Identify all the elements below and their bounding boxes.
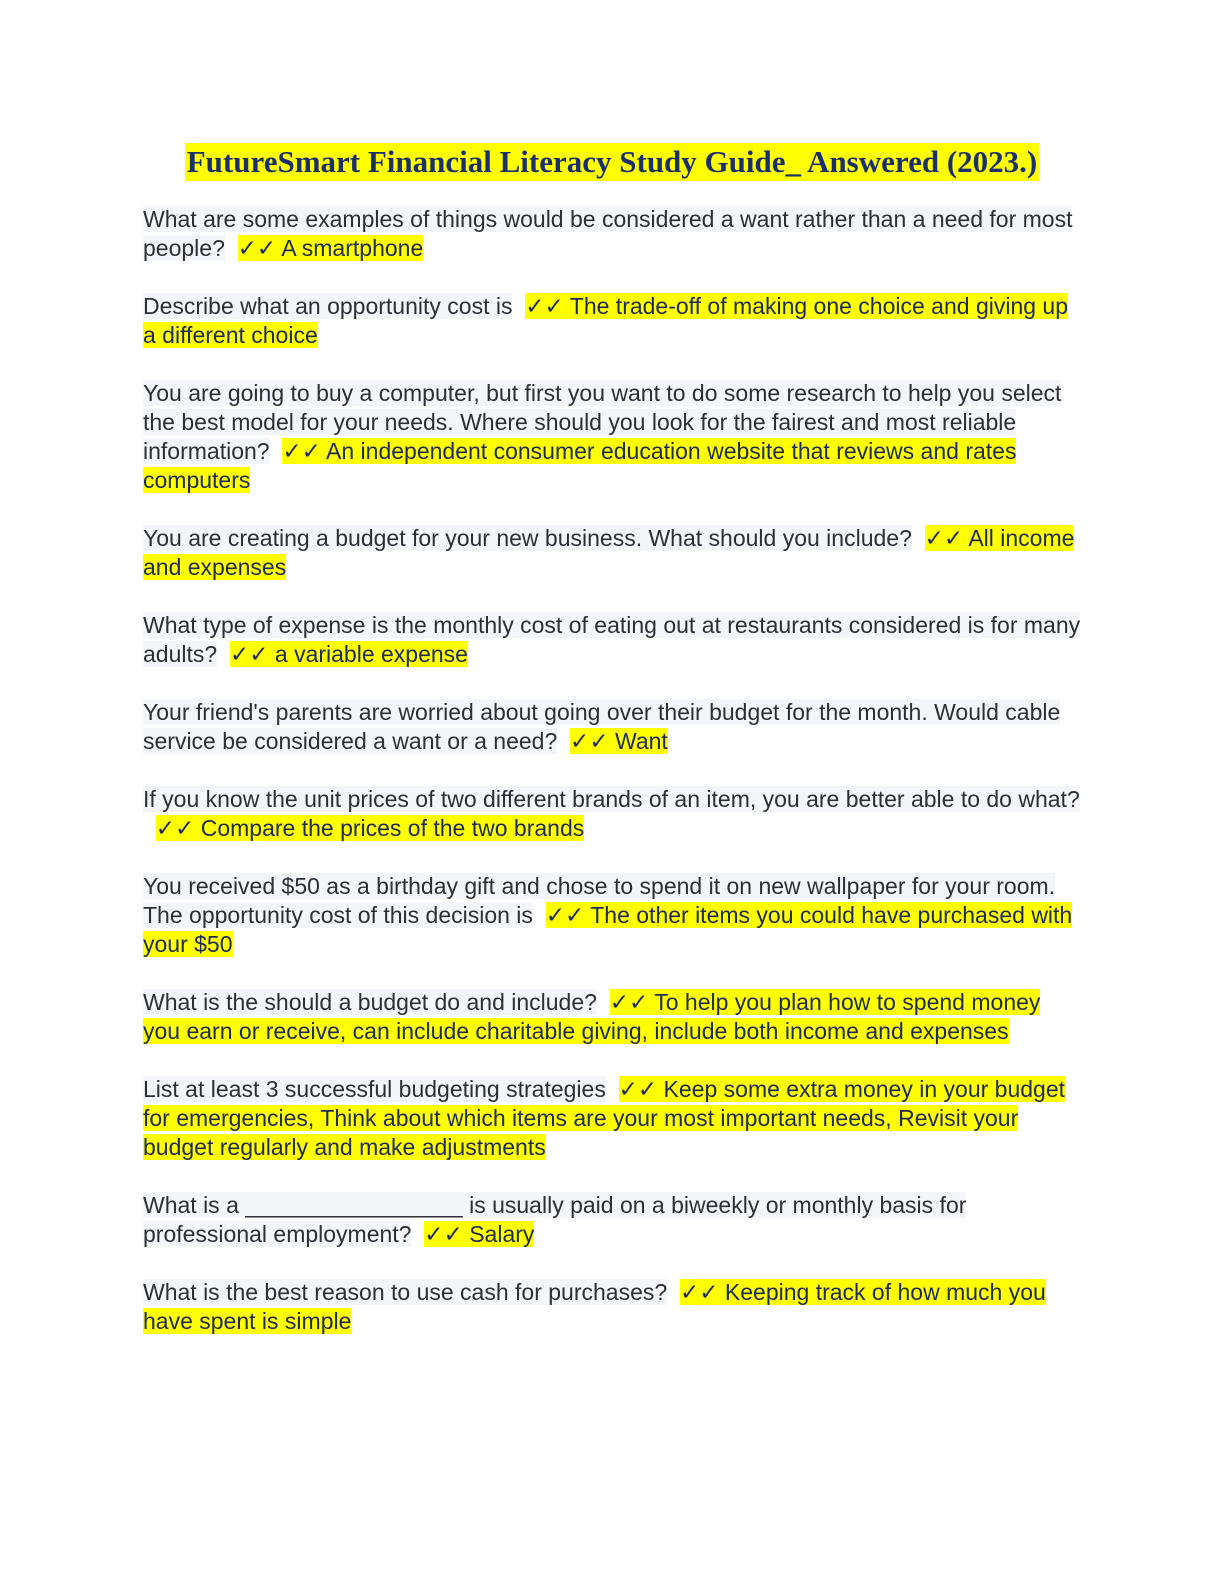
qa-item xyxy=(143,872,1083,959)
question-text: If you know the unit prices of two different brands of an item, you are better able to do what? xyxy=(143,786,1080,812)
answer-text: ✓✓ Keeping track of how much you have spent is simple xyxy=(143,1279,1046,1334)
question-text: You received $50 as a birthday gift and chose to spend it on new wallpaper for your room. The opportunity cost of this decision is xyxy=(143,873,1056,928)
question-text: What is the should a budget do and include? xyxy=(143,989,597,1015)
question-text: You are creating a budget for your new business. What should you include? xyxy=(143,525,912,551)
qa-item xyxy=(143,785,1083,843)
answer-text: ✓✓ A smartphone xyxy=(237,235,424,261)
question-text: List at least 3 successful budgeting strategies xyxy=(143,1076,606,1102)
checkmark-icon: ✓✓ xyxy=(679,1279,719,1305)
qa-item xyxy=(143,1075,1083,1162)
checkmark-icon: ✓✓ xyxy=(155,815,195,841)
answer-text: ✓✓ An independent consumer education website that reviews and rates computers xyxy=(143,438,1017,493)
page-title: FutureSmart Financial Literacy Study Guide_ Answered (2023.) xyxy=(186,144,1038,179)
qa-item xyxy=(143,379,1083,495)
question-text: You are going to buy a computer, but first you want to do some research to help you select the best model for your needs. Where should you look for the fairest and most reliable information? xyxy=(143,380,1062,464)
qa-item xyxy=(143,988,1083,1046)
answer-text: ✓✓ To help you plan how to spend money you earn or receive, can include charitable giving, include both income and expenses xyxy=(143,989,1041,1044)
answer-text: ✓✓ a variable expense xyxy=(229,641,468,667)
qa-item xyxy=(143,611,1083,669)
checkmark-icon: ✓✓ xyxy=(229,641,269,667)
question-text: Describe what an opportunity cost is xyxy=(143,293,513,319)
checkmark-icon: ✓✓ xyxy=(237,235,277,261)
question-text: What type of expense is the monthly cost of eating out at restaurants considered is for many adults? xyxy=(143,612,1081,667)
checkmark-icon: ✓✓ xyxy=(924,525,964,551)
checkmark-icon: ✓✓ xyxy=(424,1221,463,1247)
question-text: What are some examples of things would be considered a want rather than a need for most people? xyxy=(143,206,1073,261)
checkmark-icon: ✓✓ xyxy=(545,902,585,928)
question-text: Your friend's parents are worried about going over their budget for the month. Would cable service be considered a want or a need? xyxy=(143,699,1061,754)
answer-text: ✓✓ The other items you could have purchased with your $50 xyxy=(143,902,1073,957)
checkmark-icon: ✓✓ xyxy=(618,1076,658,1102)
checkmark-icon: ✓✓ xyxy=(525,293,564,319)
answer-text: ✓✓ Want xyxy=(570,728,668,754)
checkmark-icon: ✓✓ xyxy=(609,989,649,1015)
qa-list xyxy=(143,205,1083,1365)
question-text: What is the best reason to use cash for purchases? xyxy=(143,1279,668,1305)
checkmark-icon: ✓✓ xyxy=(282,438,321,464)
answer-text: ✓✓ The trade-off of making one choice and giving up a different choice xyxy=(143,293,1069,348)
qa-item xyxy=(143,205,1083,263)
qa-item xyxy=(143,292,1083,350)
question-text: What is a _________________ is usually paid on a biweekly or monthly basis for professional employment? xyxy=(143,1192,967,1247)
qa-item xyxy=(143,1191,1083,1249)
title-block xyxy=(0,143,1224,181)
answer-text: ✓✓ Compare the prices of the two brands xyxy=(155,815,585,841)
qa-item xyxy=(143,1278,1083,1336)
answer-text: ✓✓ Salary xyxy=(424,1221,535,1247)
answer-text: ✓✓ Keep some extra money in your budget for emergencies, Think about which items are your most important needs, Revisit your budget regularly and make adjustments xyxy=(143,1076,1066,1160)
qa-item xyxy=(143,524,1083,582)
answer-text: ✓✓ All income and expenses xyxy=(143,525,1075,580)
checkmark-icon: ✓✓ xyxy=(570,728,609,754)
qa-item xyxy=(143,698,1083,756)
